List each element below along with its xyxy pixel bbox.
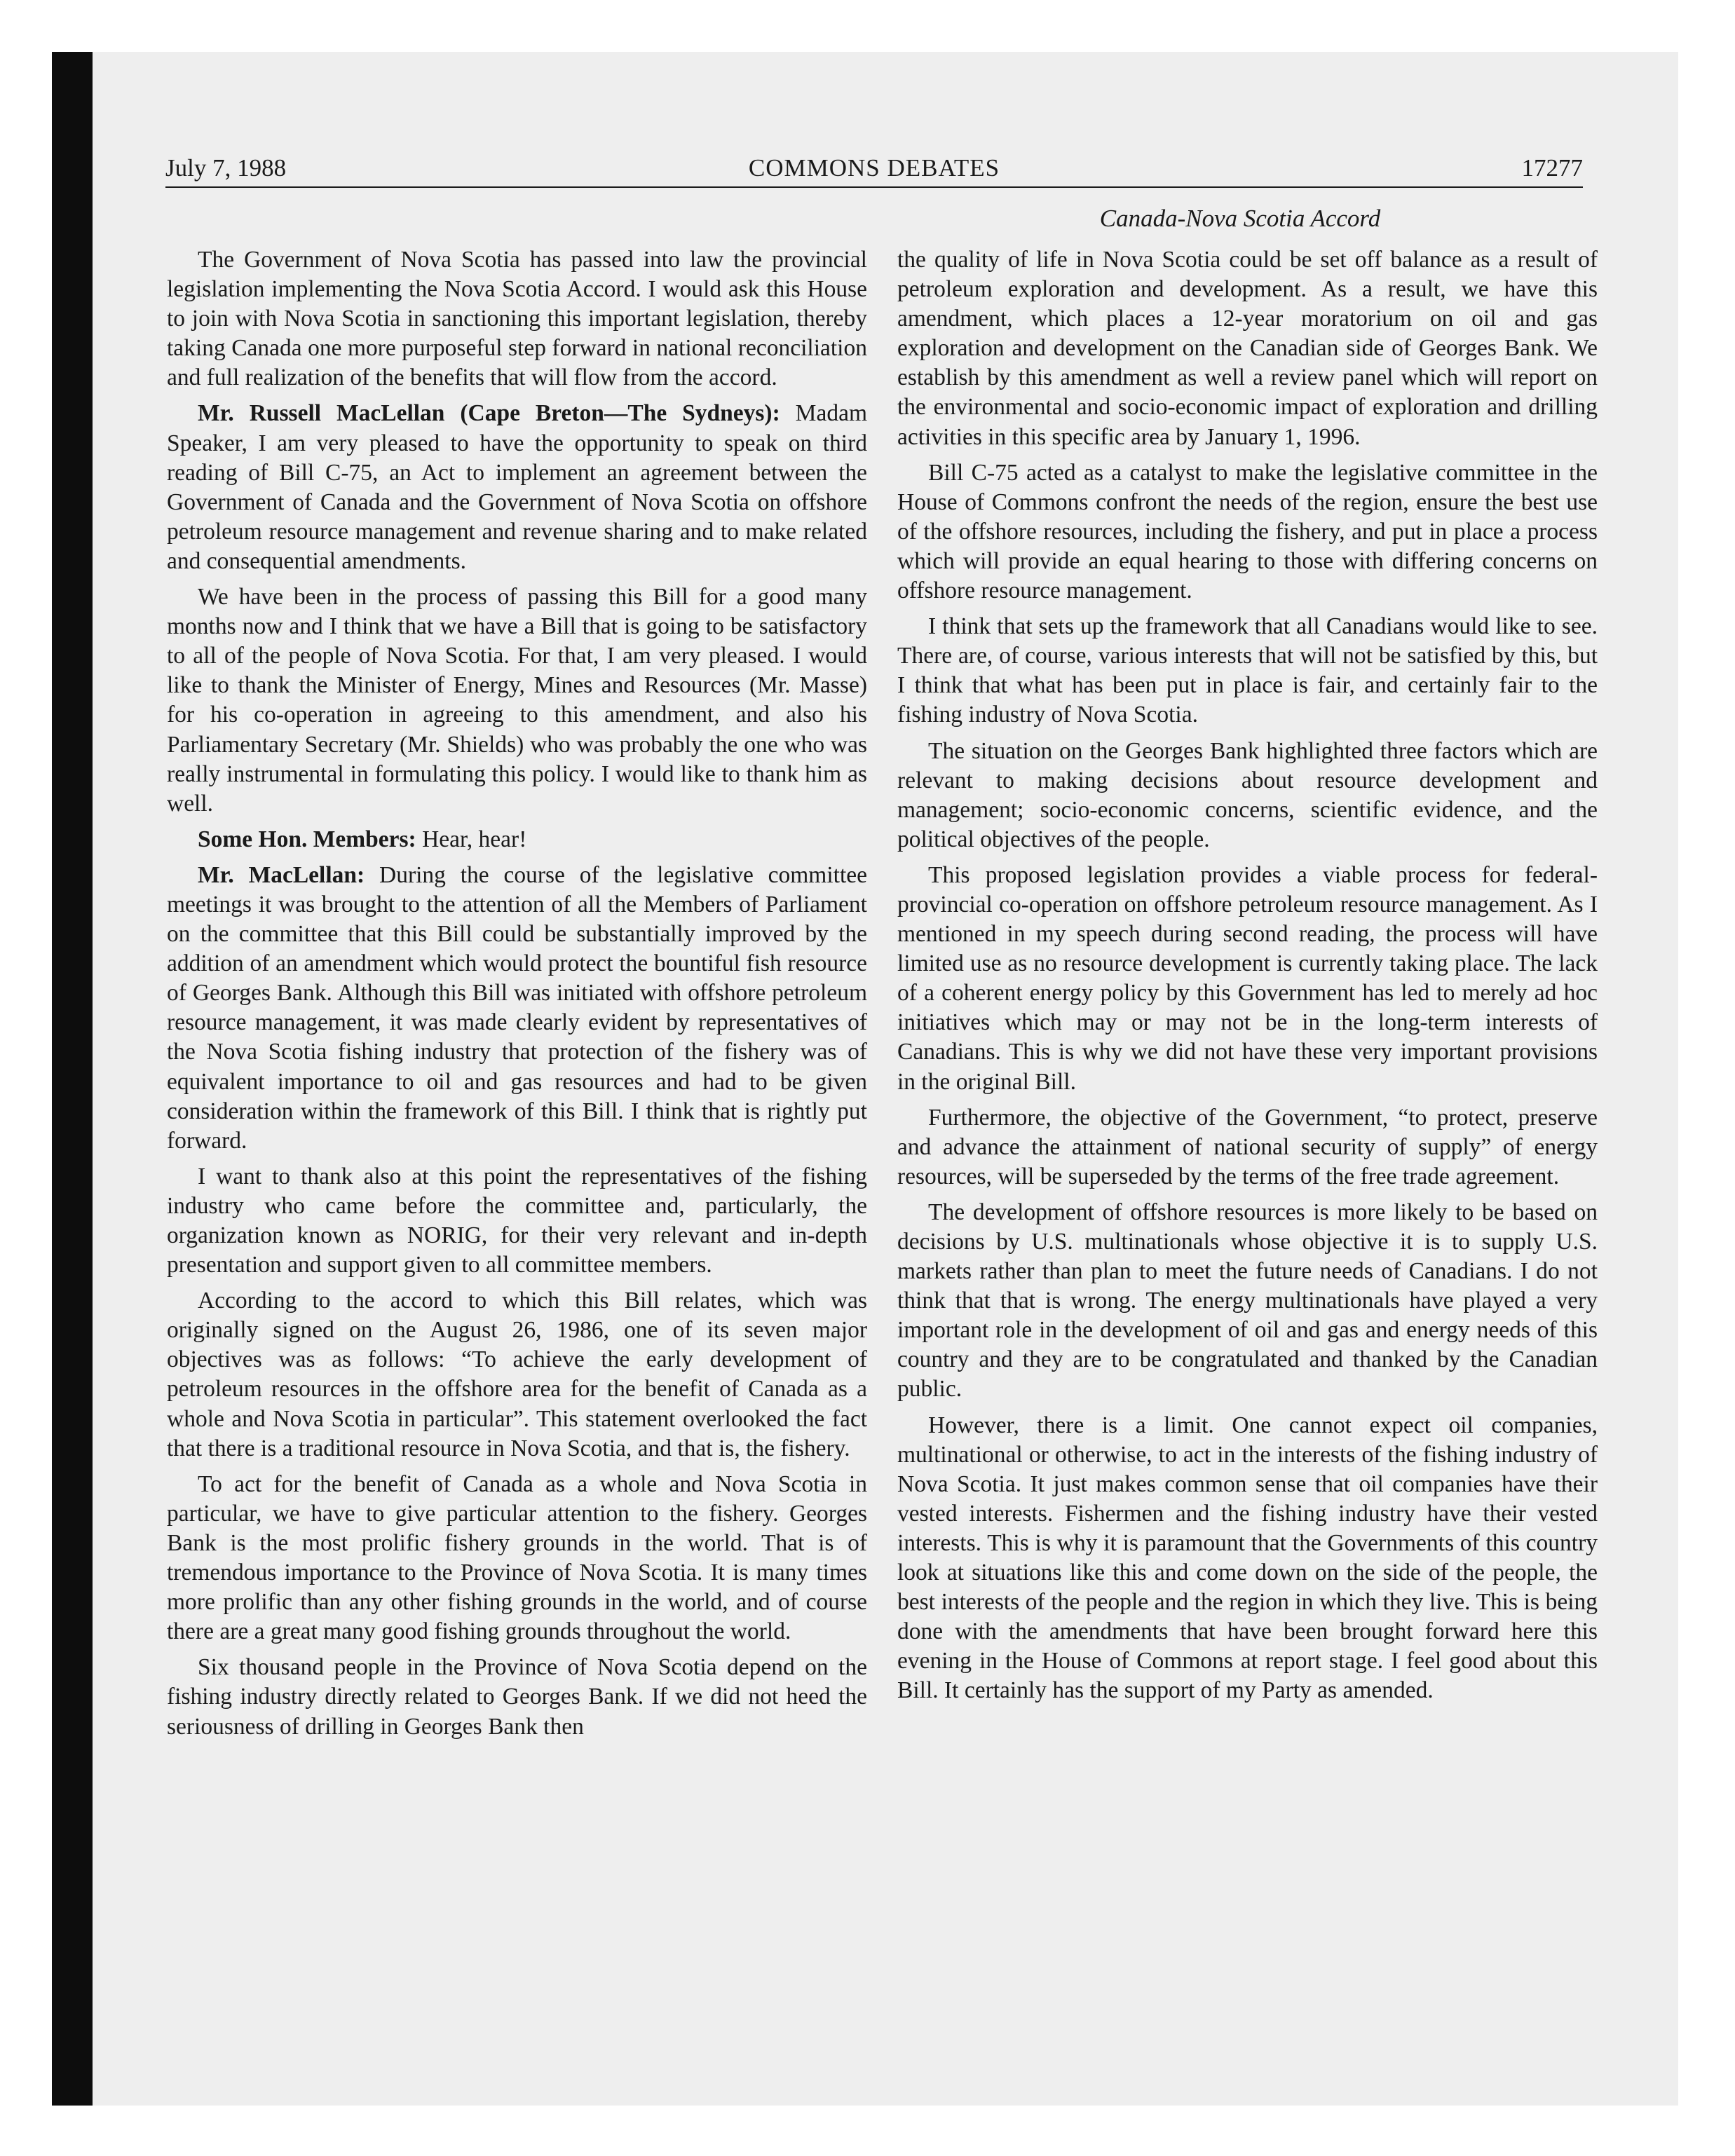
header-title: COMMONS DEBATES	[748, 154, 1000, 182]
paragraph-text: I think that sets up the framework that all Canadians would like to see. There are, of course, various interests that will not be satisfied by this, but I think that what has been put in place is fair, and certainly fair to the fishing industry of Nova Scotia.	[897, 613, 1598, 728]
speaker-name: Mr. Russell MacLellan (Cape Breton—The Sydneys):	[198, 400, 780, 427]
paragraph	[167, 582, 867, 819]
paragraph	[167, 245, 867, 393]
paragraph-text: Hear, hear!	[422, 826, 527, 852]
header-date: July 7, 1988	[165, 154, 287, 182]
paragraph-text: The Government of Nova Scotia has passed into law the provincial legislation implementing the Nova Scotia Accord. I would ask this House to join with Nova Scotia in sanctioning this important legislation, thereby taking Canada one more purposeful step forward in national reconciliation and full realization of the benefits that will flow from the accord.	[167, 247, 867, 391]
paragraph-text: We have been in the process of passing this Bill for a good many months now and I think that we have a Bill that is going to be satisfactory to all of the people of Nova Scotia. For that, I am very pleased. I would like to thank the Minister of Energy, Mines and Resources (Mr. Masse) for his co-operation in agreeing to this amendment, and also his Parliamentary Secretary (Mr. Shields) who was probably the one who was really instrumental in formulating this policy. I would like to thank him as well.	[167, 584, 867, 817]
paragraph	[897, 458, 1598, 606]
paragraph	[167, 399, 867, 576]
paragraph-text: the quality of life in Nova Scotia could be set off balance as a result of petroleum exploration and development. As a result, we have this amendment, which places a 12-year moratorium on oil and gas exploration and development on the Canadian side of Georges Bank. We establish by this amendment as well a review panel which will report on the environmental and socio-economic impact of exploration and drilling activities in this specific area by January 1, 1996.	[897, 247, 1598, 450]
paragraph	[897, 861, 1598, 1097]
paragraph-text: This proposed legislation provides a viable process for federal-provincial co-operation on offshore petroleum resource management. As I mentioned in my speech during second reading, the process will have limited use as no resource development is currently taking place. The lack of a coherent energy policy by this Government has led to merely ad hoc initiatives which may or may not be in the long-term interests of Canadians. This is why we did not have these very important provisions in the original Bill.	[897, 861, 1598, 1095]
paragraph-text: The situation on the Georges Bank highlighted three factors which are relevant to making decisions about resource development and management; socio-economic concerns, scientific evidence, and the political objectives of the people.	[897, 737, 1598, 852]
paragraph-text: Furthermore, the objective of the Government, “to protect, preserve and advance the attainment of national security of supply” of energy resources, will be superseded by the terms of the free trade agreement.	[897, 1104, 1598, 1189]
right-column	[897, 245, 1598, 1712]
paragraph-text: The development of offshore resources is more likely to be based on decisions by U.S. multinationals whose objective it is to supply U.S. markets rather than plan to meet the future needs of Canadians. I do not think that that is wrong. The energy multinationals have played a very important role in the development of oil and gas and energy needs of this country and they are to be congratulated and thanked by the Canadian public.	[897, 1199, 1598, 1403]
left-column	[167, 245, 867, 1748]
paragraph	[897, 612, 1598, 730]
paragraph-text: Six thousand people in the Province of Nova Scotia depend on the fishing industry directly related to Georges Bank. If we did not heed the seriousness of drilling in Georges Bank then	[167, 1654, 867, 1740]
page-header	[165, 149, 1583, 188]
paragraph	[167, 861, 867, 1156]
paragraph	[167, 1162, 867, 1280]
paragraph-text: To act for the benefit of Canada as a whole and Nova Scotia in particular, we have to give particular attention to the fishery. Georges Bank is the most prolific fishery grounds in the world. That is of tremendous importance to the Province of Nova Scotia. It is many times more prolific than any other fishing grounds in the world, and of course there are a great many good fishing grounds throughout the world.	[167, 1471, 867, 1645]
paragraph-text: However, there is a limit. One cannot expect oil companies, multinational or otherwise, to act in the interests of the fishing industry of Nova Scotia. It just makes common sense that oil companies have their vested interests. Fishermen and the fishing industry have their vested interests. This is why it is paramount that the Governments of this country look at situations like this and come down on the side of the people, the best interests of the people and the region in which they live. This is being done with the amendments that have been brought forward here this evening in the House of Commons at report stage. I feel good about this Bill. It certainly has the support of my Party as amended.	[897, 1412, 1598, 1704]
running-head: Canada-Nova Scotia Accord	[1099, 205, 1381, 232]
header-page-number: 17277	[1521, 154, 1583, 182]
paragraph	[167, 825, 867, 854]
paragraph	[897, 1103, 1598, 1192]
speaker-name: Some Hon. Members:	[198, 826, 416, 852]
paragraph	[897, 1198, 1598, 1405]
paragraph	[897, 737, 1598, 854]
paragraph	[167, 1653, 867, 1741]
paragraph-text: Madam Speaker, I am very pleased to have the opportunity to speak on third reading of Bill C-75, an Act to implement an agreement between the Government of Canada and the Government of Nova Scotia on offshore petroleum resource management and revenue sharing and to make related and consequential amendments.	[167, 400, 868, 574]
paragraph	[897, 1411, 1598, 1706]
speaker-name: Mr. MacLellan:	[198, 861, 365, 888]
paragraph-text: According to the accord to which this Bill relates, which was originally signed on the August 26, 1986, one of its seven major objectives was as follows: “To achieve the early development of petroleum resources in the offshore area for the benefit of Canada as a whole and Nova Scotia in particular”. This statement overlooked the fact that there is a traditional resource in Nova Scotia, and that is, the fishery.	[167, 1288, 867, 1461]
paragraph	[167, 1286, 867, 1464]
scan-edge-bar	[52, 52, 93, 2106]
paragraph-text: During the course of the legislative committee meetings it was brought to the attention of all the Members of Parliament on the committee that this Bill could be substantially improved by the addition of an amendment which would protect the bountiful fish resource of Georges Bank. Although this Bill was initiated with offshore petroleum resource management, it was made clearly evident by representatives of the Nova Scotia fishing industry that protection of the fishery was of equivalent importance to oil and gas resources and had to be given consideration within the framework of this Bill. I think that is rightly put forward.	[167, 861, 868, 1154]
paragraph	[897, 245, 1598, 452]
header-rule	[165, 186, 1583, 188]
paragraph-text: Bill C-75 acted as a catalyst to make the legislative committee in the House of Commons confront the needs of the region, ensure the best use of the offshore resources, including the fishery, and put in place a process which will provide an equal hearing to those with differing concerns on offshore resource management.	[897, 459, 1598, 604]
paragraph-text: I want to thank also at this point the representatives of the fishing industry who came before the committee and, particularly, the organization known as NORIG, for their very relevant and in-depth presentation and support given to all committee members.	[167, 1163, 867, 1278]
paragraph	[167, 1470, 867, 1647]
